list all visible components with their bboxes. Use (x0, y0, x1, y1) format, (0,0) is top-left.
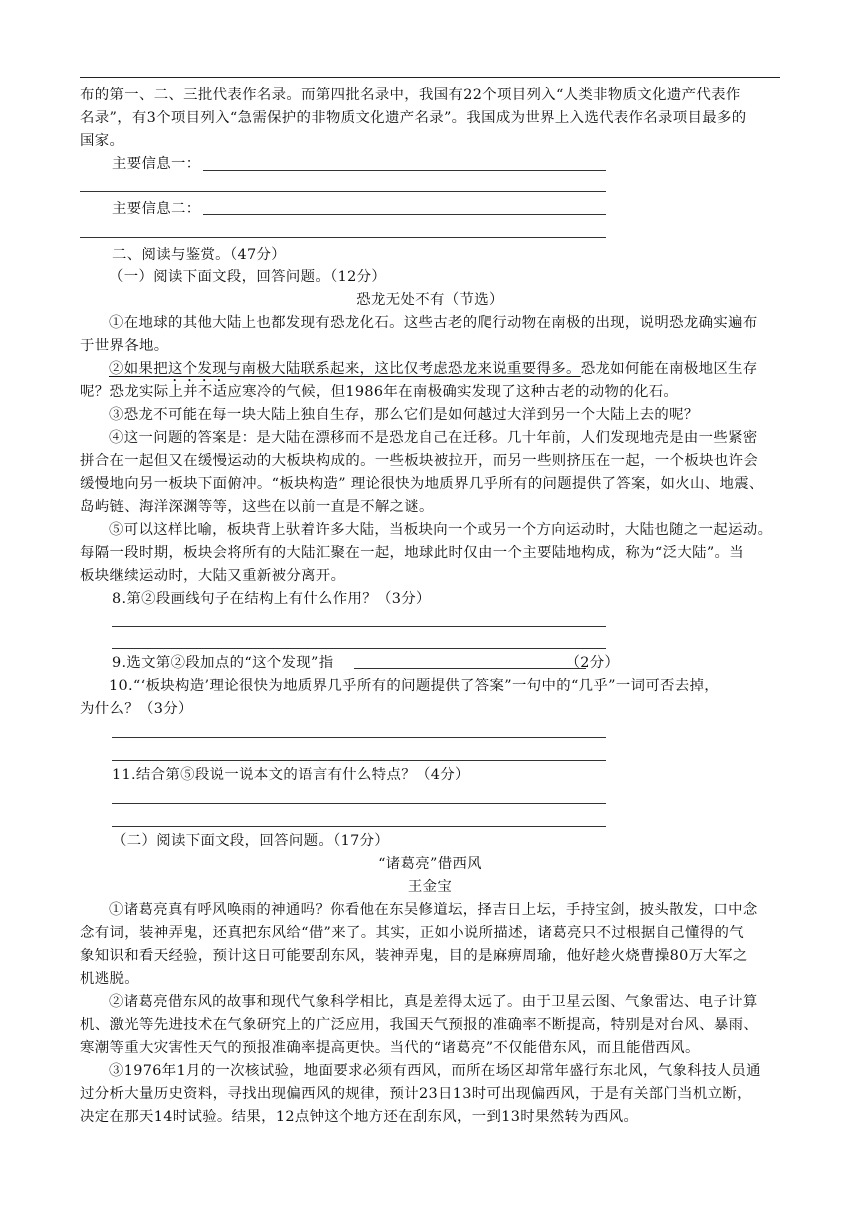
question-10-line1: 10.“‘板块构造’理论很快为地质界几乎所有的问题提供了答案”一句中的“几乎”一词可否去掉， (109, 678, 720, 694)
question-9 (112, 652, 619, 675)
partB-heading: （二）阅读下面文段，回答问题。（17分） (112, 833, 390, 849)
partA-p5-line1: ⑤可以这样比喻，板块背上驮着许多大陆，当板块向一个或另一个方向运动时，大陆也随之一起运动。 (109, 522, 773, 538)
partB-p3-line3: 决定在那天14时试验。结果，12点钟这个地方还在刮东风，一到13时果然转为西风。 (80, 1109, 639, 1125)
partA-p5-line3: 板块继续运动时，大陆又重新被分离开。 (80, 568, 346, 584)
partA-p4-line1: ④这一问题的答案是：是大陆在漂移而不是恐龙自己在迁移。几十年前，人们发现地壳是由一些紧密 (109, 430, 758, 446)
q11-answer-line-1[interactable] (112, 803, 606, 804)
info1-answer-line-1[interactable] (203, 170, 606, 171)
info1-label: 主要信息一： (112, 156, 201, 172)
intro-line-2: 名录”，有3个项目列入“急需保护的非物质文化遗产名录”。我国成为世界上入选代表作名录项目最多的 (80, 110, 747, 126)
partB-p2-line3: 寒潮等重大灾害性天气的预报准确率提高更快。当代的“诸葛亮”不仅能借东风，而且能借西风。 (80, 1040, 700, 1056)
question-8: 8.第②段画线句子在结构上有什么作用？（3分） (112, 591, 431, 607)
partA-p5-line2: 每隔一段时期，板块会将所有的大陆汇聚在一起，地球此时仅由一个主要陆地构成，称为“泛大陆”。当 (80, 545, 745, 561)
q9-points: （2分） (565, 655, 620, 671)
q8-answer-line-2[interactable] (112, 648, 606, 649)
info2-answer-line-2[interactable] (80, 237, 606, 238)
partB-title: “诸葛亮”借西风 (378, 856, 482, 872)
partA-title: 恐龙无处不有（节选） (356, 292, 504, 308)
partA-p4-line3: 缓慢地向另一板块下面俯冲。“板块构造” 理论很快为地质界几乎所有的问题提供了答案，如火山、地震、 (80, 476, 764, 492)
partA-p4-line2: 拼合在一起但又在缓慢运动的大板块构成的。一些板块被拉开，而另一些则挤压在一起，一个板块也许会 (80, 453, 759, 469)
intro-line-3: 国家。 (80, 133, 125, 149)
partA-p1-line2: 于世界各地。 (80, 338, 169, 354)
info2-answer-line-1[interactable] (203, 214, 606, 215)
q11-answer-line-2[interactable] (112, 826, 606, 827)
info2-label: 主要信息二： (112, 201, 201, 217)
partB-p3-line2: 过分析大量历史资料，寻找出现偏西风的规律，预计23日13时可出现偏西风，于是有关部门当机立断， (80, 1086, 752, 1102)
p2-post: 恐龙如何能在南极地区生存 (580, 361, 758, 377)
partA-p1-line1: ①在地球的其他大陆上也都发现有恐龙化石。这些古老的爬行动物在南极的出现，说明恐龙确实遍布 (109, 315, 758, 331)
partB-p1-line1: ①诸葛亮真有呼风唤雨的神通吗？你看他在东吴修道坛，择吉日上坛，手持宝剑，披头散发，口中念 (109, 902, 758, 918)
partB-author: 王金宝 (407, 879, 453, 895)
header-rule (80, 77, 780, 78)
intro-line-1: 布的第一、二、三批代表作名录。而第四批名录中，我国有22个项目列入“人类非物质文化遗产代表作 (80, 87, 741, 103)
partA-p3: ③恐龙不可能在每一块大陆上独自生存，那么它们是如何越过大洋到另一个大陆上去的呢？ (109, 407, 699, 423)
question-11: 11.结合第⑤段说一说本文的语言有什么特点？（4分） (112, 767, 470, 783)
partA-heading: （一）阅读下面文段，回答问题。（12分） (109, 269, 387, 285)
partB-p1-line2: 念有词，装神弄鬼，还真把东风给“借”来了。其实，正如小说所描述，诸葛亮只不过根据自己懂得的气 (80, 925, 745, 941)
partA-p2-line2: 呢？恐龙实际上并不适应寒冷的气候，但1986年在南极确实发现了这种古老的动物的化石。 (80, 384, 679, 400)
partB-p1-line4: 机逃脱。 (80, 971, 139, 987)
dotted-phrase: 这个发现 (167, 361, 227, 377)
underlined-sentence (109, 361, 581, 377)
p2-pre: ②如果把 (109, 361, 168, 377)
q8-answer-line-1[interactable] (112, 626, 606, 627)
section2-heading: 二、阅读与鉴赏。（47分） (112, 247, 286, 263)
q10-answer-line-2[interactable] (112, 760, 606, 761)
q9-text: 9.选文第②段加点的“这个发现”指 (112, 655, 334, 671)
info1-answer-line-2[interactable] (80, 191, 606, 192)
question-10-line2: 为什么？（3分） (80, 701, 193, 717)
partB-p2-line1: ②诸葛亮借东风的故事和现代气象科学相比，真是差得太远了。由于卫星云图、气象雷达、电子计算 (109, 994, 758, 1010)
p2-mid: 与南极大陆联系起来，这比仅考虑恐龙来说重要得多。 (226, 361, 581, 377)
q10-answer-line-1[interactable] (112, 737, 606, 738)
partB-p3-line1: ③1976年1月的一次核试验，地面要求必须有西风，而所在场区却常年盛行东北风，气象科技人员通 (109, 1063, 761, 1079)
partB-p1-line3: 象知识和看天经验，预计这日可能要刮东风，装神弄鬼，目的是麻痹周瑜，他好趁火烧曹操80万大军之 (80, 948, 748, 964)
partB-p2-line2: 机、激光等先进技术在气象研究上的广泛应用，我国天气预报的准确率不断提高，特别是对台风、暴雨、 (80, 1017, 759, 1033)
q9-answer-line (354, 668, 586, 669)
partA-p4-line4: 岛屿链、海洋深渊等等，这些在以前一直是不解之谜。 (80, 499, 434, 515)
